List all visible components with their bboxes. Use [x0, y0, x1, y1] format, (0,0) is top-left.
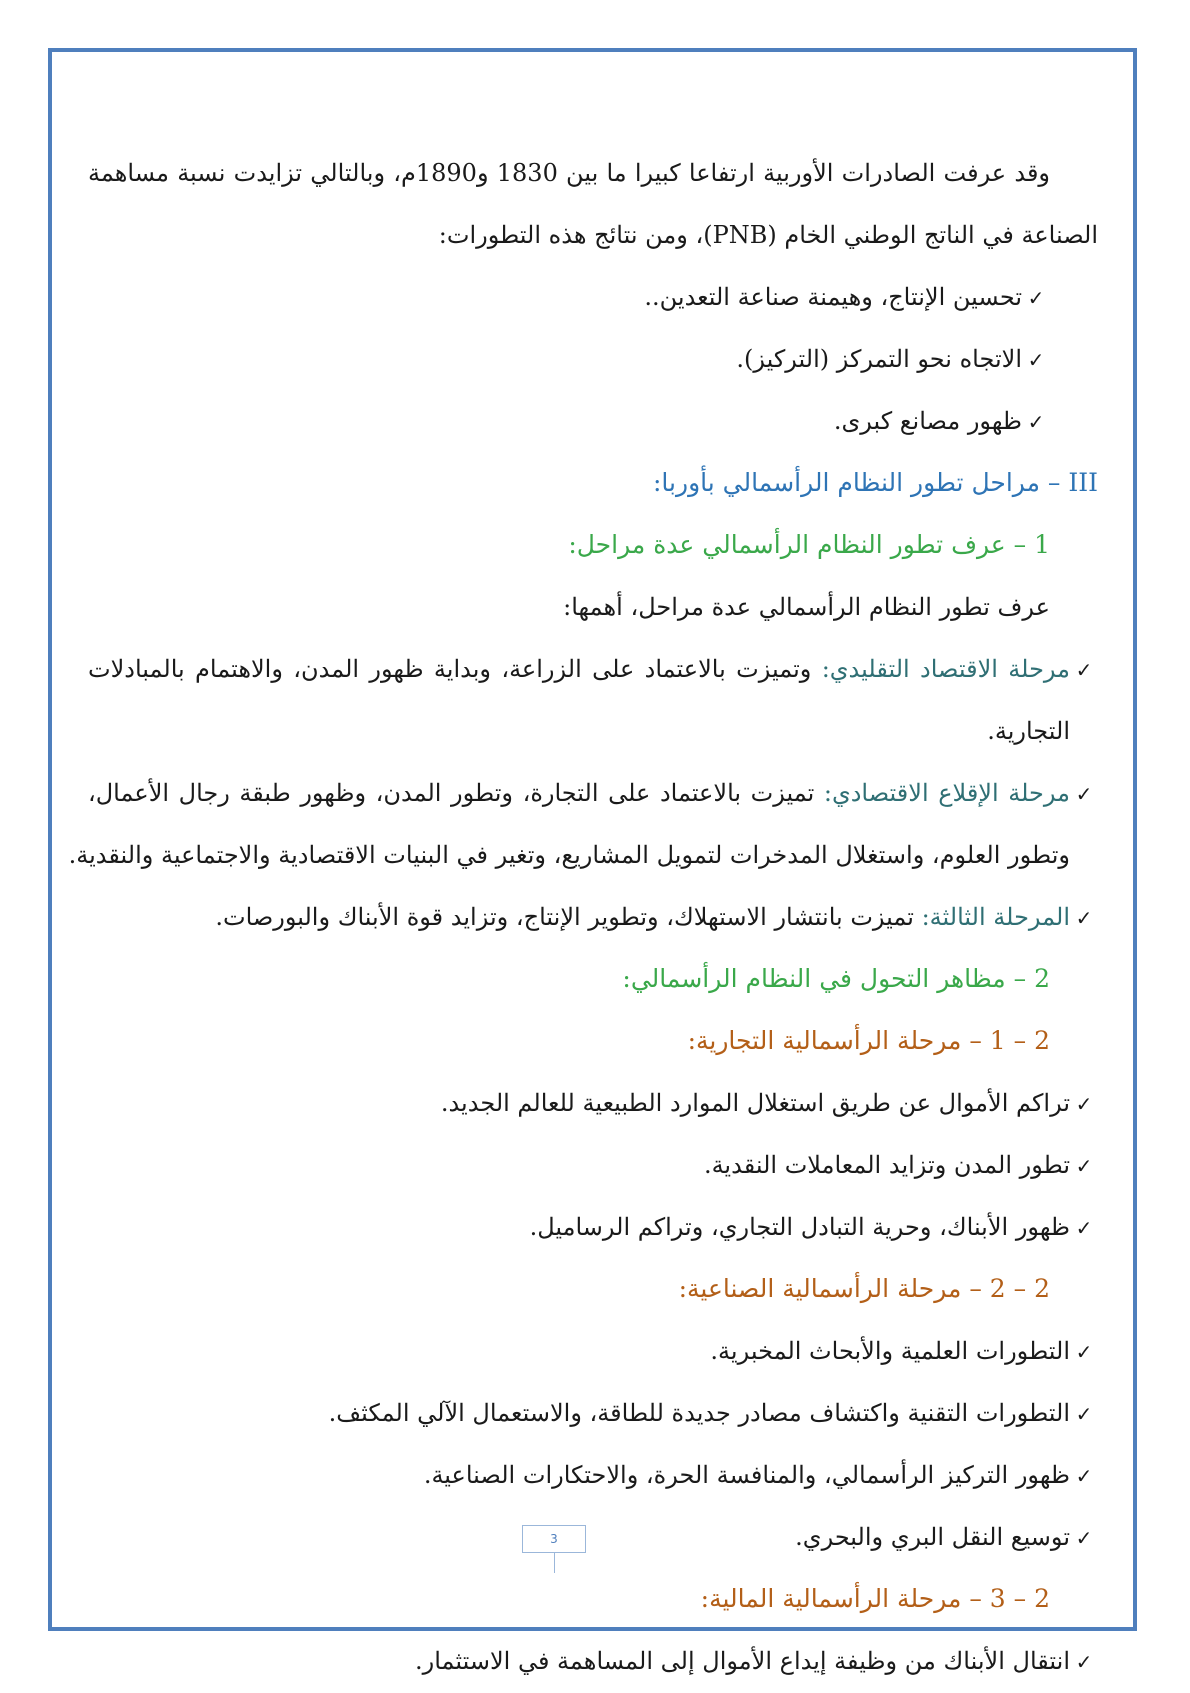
check-icon: ✓: [1075, 1216, 1093, 1240]
check-icon: ✓: [1075, 782, 1093, 806]
list-item: [88, 1196, 1098, 1258]
list-item: [88, 390, 1098, 452]
stage-item: [88, 886, 1098, 948]
list-item-text: ظهور الأبناك، وحرية التبادل التجاري، وتراكم الرساميل.: [529, 1213, 1070, 1241]
list-item: [88, 1134, 1098, 1196]
check-icon: ✓: [1075, 1092, 1093, 1116]
check-icon: ✓: [1027, 348, 1045, 372]
list-item-text: التطورات العلمية والأبحاث المخبرية.: [710, 1337, 1070, 1365]
stage-term: مرحلة الاقتصاد التقليدي:: [821, 655, 1071, 683]
document-body: [68, 142, 1098, 1692]
list-item-text: التطورات التقنية واكتشاف مصادر جديدة للطاقة، والاستعمال الآلي المكثف.: [328, 1399, 1070, 1427]
list-item: [88, 266, 1098, 328]
check-icon: ✓: [1075, 1402, 1093, 1426]
list-item: [88, 328, 1098, 390]
subsection-heading-2-2: 2 – 2 – مرحلة الرأسمالية الصناعية:: [678, 1274, 1050, 1303]
list-item: [88, 1382, 1098, 1444]
list-item-text: الاتجاه نحو التمركز (التركيز).: [736, 345, 1022, 373]
list-item-text: ظهور مصانع كبرى.: [833, 407, 1022, 435]
check-icon: ✓: [1075, 1526, 1093, 1550]
intro-line-2: الصناعة في الناتج الوطني الخام (PNB)، ومن نتائج هذه التطورات:: [438, 221, 1098, 249]
check-icon: ✓: [1075, 1340, 1093, 1364]
subsection-heading-1: 1 – عرف تطور النظام الرأسمالي عدة مراحل:: [568, 530, 1050, 559]
subsection-heading-2-3: 2 – 3 – مرحلة الرأسمالية المالية:: [700, 1584, 1050, 1613]
check-icon: ✓: [1075, 658, 1093, 682]
stage-description: وتميزت بالاعتماد على الزراعة، وبداية ظهور المدن، والاهتمام بالمبادلات: [88, 655, 822, 683]
subsection-heading-2: 2 – مظاهر التحول في النظام الرأسمالي:: [622, 964, 1050, 993]
list-item: [88, 1630, 1098, 1692]
check-icon: ✓: [1075, 1464, 1093, 1488]
list-item-text: انتقال الأبناك من وظيفة إيداع الأموال إلى المساهمة في الاستثمار.: [414, 1647, 1070, 1675]
stage-continuation: التجارية.: [987, 717, 1070, 745]
check-icon: ✓: [1027, 410, 1045, 434]
stage-text: [88, 886, 1070, 948]
stage-continuation: وتطور العلوم، واستغلال المدخرات لتمويل المشاريع، وتغير في البنيات الاقتصادية والاجتماعية والنقدية.: [68, 841, 1070, 869]
check-icon: ✓: [1027, 286, 1045, 310]
list-item: [88, 1320, 1098, 1382]
section-heading-3: III – مراحل تطور النظام الرأسمالي بأوربا:: [653, 468, 1098, 497]
list-item-text: ظهور التركيز الرأسمالي، والمنافسة الحرة، والاحتكارات الصناعية.: [423, 1461, 1070, 1489]
stage-description: تميزت بالاعتماد على التجارة، وتطور المدن، وظهور طبقة رجال الأعمال،: [88, 779, 824, 807]
subsection-intro: عرف تطور النظام الرأسمالي عدة مراحل، أهمها:: [563, 593, 1050, 621]
page-number: 3: [522, 1525, 586, 1553]
check-icon: ✓: [1075, 1154, 1093, 1178]
stage-item: [88, 762, 1098, 824]
check-icon: ✓: [1075, 1650, 1093, 1674]
stage-description: تميزت بانتشار الاستهلاك، وتطوير الإنتاج، وتزايد قوة الأبناك والبورصات.: [215, 903, 922, 931]
stage-term: المرحلة الثالثة:: [921, 903, 1070, 931]
list-item-text: تحسين الإنتاج، وهيمنة صناعة التعدين..: [644, 283, 1022, 311]
intro-line-1: وقد عرفت الصادرات الأوربية ارتفاعا كبيرا ما بين 1830 و1890م، وبالتالي تزايدت نسبة مساهمة: [88, 159, 1051, 187]
list-item: [88, 1072, 1098, 1134]
list-item-text: تطور المدن وتزايد المعاملات النقدية.: [703, 1151, 1070, 1179]
page-number-connector: [554, 1553, 555, 1573]
stage-term: مرحلة الإقلاع الاقتصادي:: [823, 779, 1070, 807]
stage-text: [88, 638, 1070, 700]
stage-text: [88, 762, 1070, 824]
subsection-heading-2-1: 2 – 1 – مرحلة الرأسمالية التجارية:: [687, 1026, 1050, 1055]
list-item: [88, 1506, 1098, 1568]
check-icon: ✓: [1075, 906, 1093, 930]
list-item: [88, 1444, 1098, 1506]
list-item-text: تراكم الأموال عن طريق استغلال الموارد الطبيعية للعالم الجديد.: [440, 1089, 1070, 1117]
stage-item: [88, 638, 1098, 700]
list-item-text: توسيع النقل البري والبحري.: [795, 1523, 1070, 1551]
